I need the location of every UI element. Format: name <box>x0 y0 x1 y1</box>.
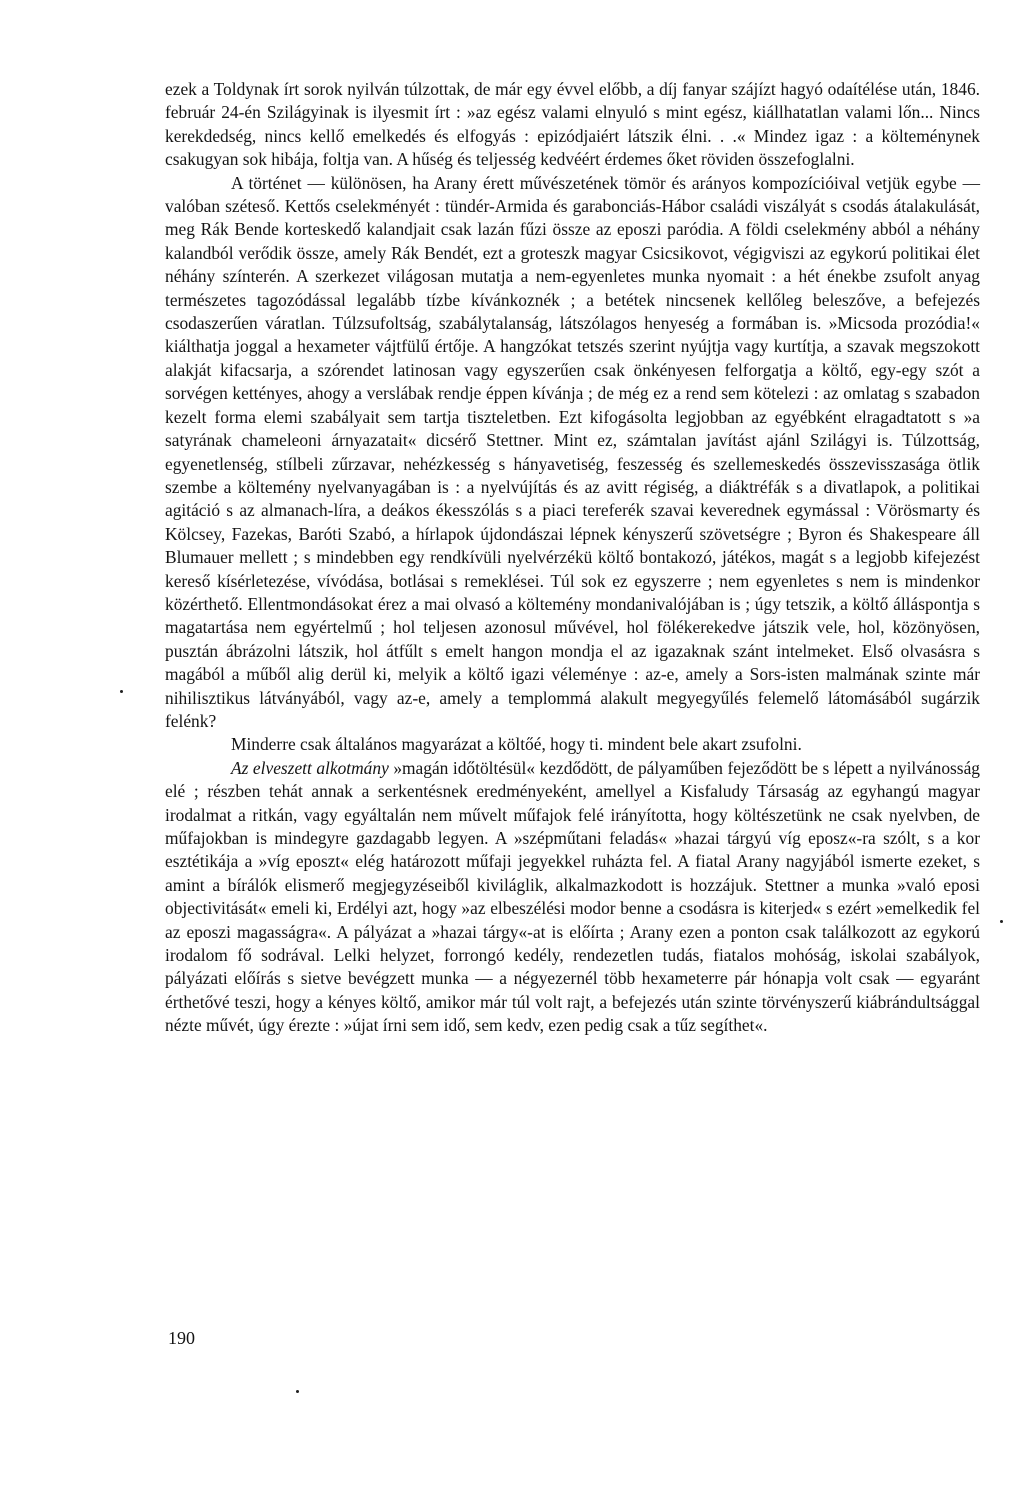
paragraph-3-text: Minderre csak általános magyarázat a költőé, hogy ti. mindent bele akart zsufolni. <box>231 734 802 755</box>
paragraph-1 <box>165 78 980 172</box>
paragraph-3 <box>165 733 980 756</box>
page-number: 190 <box>168 1328 195 1348</box>
scan-speck <box>296 1390 299 1393</box>
paragraph-4 <box>165 757 980 1038</box>
paragraph-4-italic-title: Az elveszett alkotmány <box>231 757 389 778</box>
paragraph-2 <box>165 172 980 734</box>
scan-speck <box>120 690 123 693</box>
scan-speck <box>1000 920 1003 923</box>
body-text <box>165 78 980 1038</box>
paragraph-4-text: »magán időtöltésül« kezdődött, de pályaműben fejeződött be s lépett a nyilvánosság elé ; részben tehát annak a serkentésnek eredményeként, amellyel a Kisfaludy Társaság az egyhangú magyar irodalmat a ritkán, vagy egyáltalán nem művelt műfajok felé irányította, hogy költészetünk ne csak nyelvben, de műfajokban is mindegyre gazdagabb legyen. A »szépműtani feladás« »hazai tárgyú víg eposz«-ra szólt, s a kor esztétikája a »víg eposzt« elég határozott műfaji jegyekkel ruházta fel. A fiatal Arany nagyjából ismerte ezeket, s amint a bírálók elismerő megjegyzéseiből kiviláglik, alkalmazkodott is hozzájuk. Stettner a munka »való eposi objectivitását« emeli ki, Erdélyi azt, hogy »az elbeszélési modor benne a csodásra is kiterjed« s ezért »emelkedik fel az eposzi magasságra«. A pályázat a »hazai tárgy«-at is előírta ; Arany ezen a ponton csak találkozott az egykorú irodalom fő sodrával. Lelki helyzet, forrongó kedély, rendezetlen tudás, fiatalos mohóság, iskolai szabályok, pályázati előírás s sietve bevégzett munka — a négyezernél több hexameterre pár hónapja volt csak — egyaránt érthetővé teszi, hogy a kényes költő, amikor már túl volt rajt, a befejezés után szinte törvényszerű kiábrándultsággal nézte művét, úgy érezte : »újat írni sem idő, sem kedv, ezen pedig csak a tűz segíthet«. <box>165 757 980 1036</box>
paragraph-2-text: A történet — különösen, ha Arany érett művészetének tömör és arányos kompozícióival vetjük egybe — valóban széteső. Kettős cselekményét : tündér-Armida és garabonciás-Hábor családi viszályát s csodás átalakulását, meg Rák Bende korteskedő kalandjait csak lazán fűzi össze az eposzi paródia. A földi cselekmény abból a néhány kalandból verődik össze, amely Rák Bendét, ezt a groteszk magyar Csicsikovot, végigviszi az egykorú politikai élet néhány színterén. A szerkezet világosan mutatja a nem-egyenletes munka nyomait : a hét énekbe zsufolt anyag természetes tagozódással legalább tízbe kívánkoznék ; a betétek nincsenek kellőleg beleszőve, a befejezés csodaszerűen váratlan. Túlzsufoltság, szabálytalanság, látszólagos henyeség a formában is. »Micsoda prozódia!« kiálthatja joggal a hexameter vájtfülű értője. A hangzókat tetszés szerint nyújtja vagy kurtítja, a szavak megszokott alakját kifacsarja, a szórendet latinosan vagy egyszerűen csak önkényesen felforgatja a költő, egy-egy szót a sorvégen kettényes, ahogy a verslábak rendje éppen kívánja ; de még ez a rend sem kötelezi : az omlatag s szabadon kezelt forma elemi szabályait sem tartja tiszteletben. Ezt kifogásolta legjobban az egyébként elragadtatott s »a satyrának chameleoni árnyazatait« dicsérő Stettner. Mint ez, számtalan javítást ajánl Szilágyi is. Túlzottság, egyenetlenség, stílbeli zűrzavar, nehézkesség s hányavetiség, feszesség és szellemeskedés összevisszasága ötlik szembe a költemény nyelvanyagában is : a nyelvújítás és az avitt régiség, a diáktréfák s a divatlapok, a politikai agitáció s az almanach-líra, a deákos ékesszólás s a piaci tereferék szavai keverednek egymással : Vörösmarty és Kölcsey, Fazekas, Baróti Szabó, a hírlapok újdondászai lépnek kényszerű szövetségre ; Byron és Shakespeare áll Blumauer mellett ; s mindebben egy rendkívüli nyelvérzékü költő bontakozó, játékos, magát s a legjobb kifejezést kereső kísérletezése, vívódása, botlásai s remeklései. Túl sok ez egyszerre ; nem egyenletes s nem is mindenkor közérthető. Ellentmondásokat érez a mai olvasó a költemény mondanivalójában is ; úgy tetszik, a költő álláspontja s magatartása nem egyértelmű ; hol teljesen azonosul művével, hol fölékerekedve játszik vele, hol, közönyösen, pusztán ábrázolni látszik, hol átfűlt s emelt hangon mondja el az igazaknak szánt intelmeket. Első olvasásra s magából a műből alig derül ki, melyik a költő igazi véleménye : az-e, amely a Sors-isten malmának szinte már nihilisztikus látványából, vagy az-e, amely a templommá alakult megyegyűlés felemelő látomásából sugárzik felénk? <box>165 172 980 731</box>
paragraph-1-text: ezek a Toldynak írt sorok nyilván túlzottak, de már egy évvel előbb, a díj fanyar szájízt hagyó odaítélése után, 1846. február 24-én Szilágyinak is ilyesmit írt : »az egész valami elnyuló s mint egész, kiállhatatlan valami lőn... Nincs kerekdedség, nincs kellő emelkedés és elfogyás : epizódjaiért látszik élni. . .« Mindez igaz : a költeménynek csakugyan sok hibája, foltja van. A hűség és teljesség kedvéért érdemes őket röviden összefoglalni. <box>165 79 980 170</box>
